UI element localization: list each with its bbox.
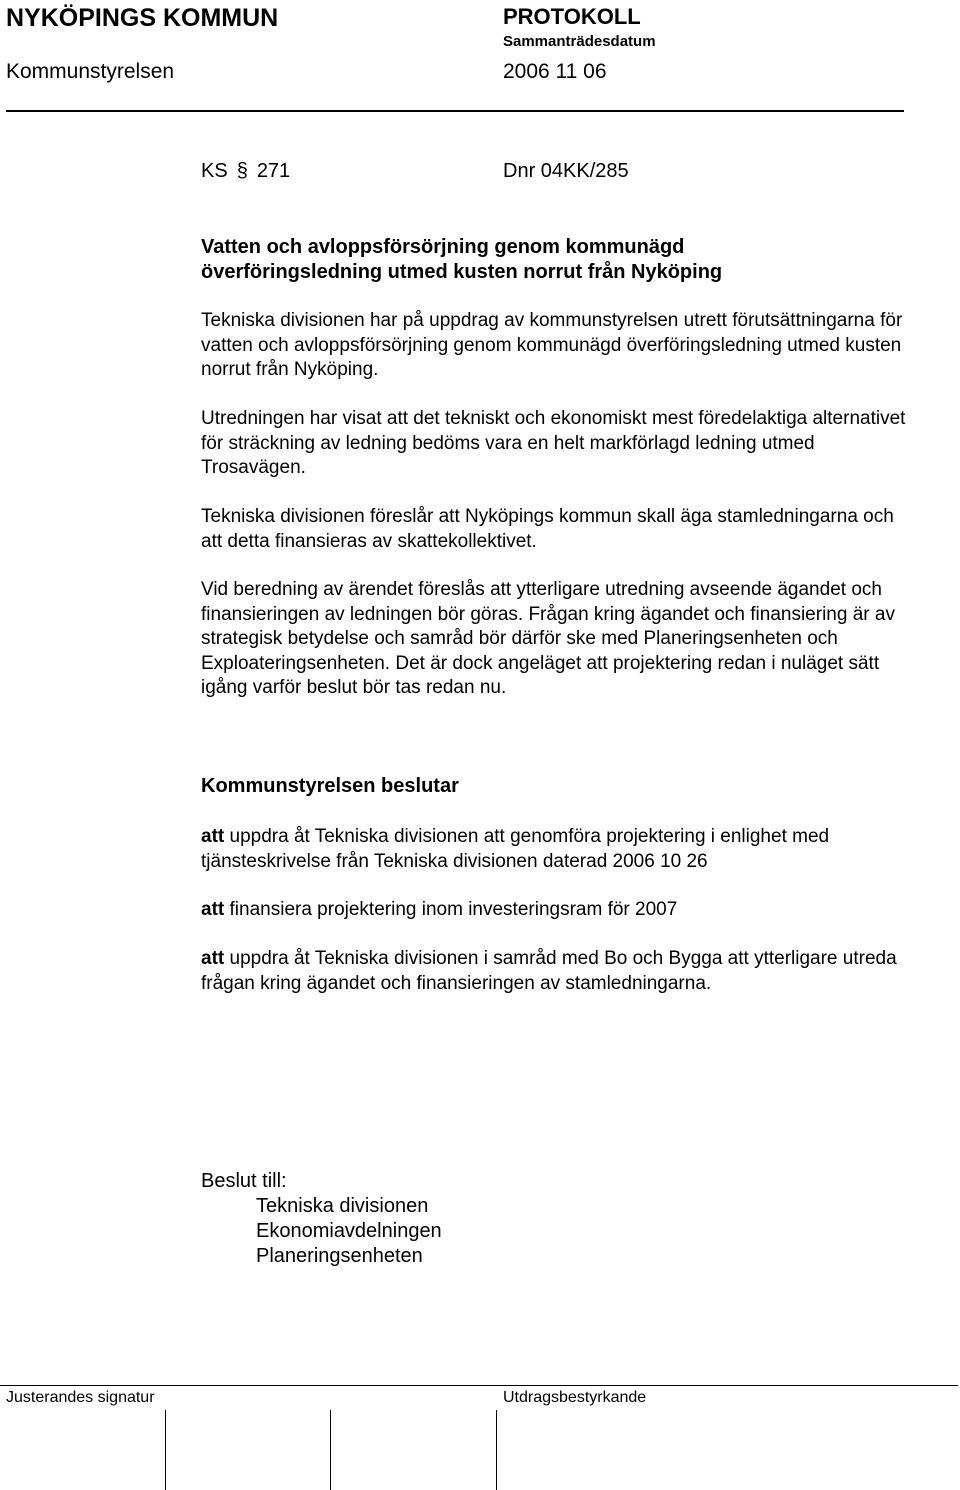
decision-item-text: uppdra åt Tekniska divisionen i samråd med Bo och Bygga att ytterligare utreda frågan kring ägandet och finansieringen av stamledningarna. [201, 948, 897, 994]
section-sign: § [236, 160, 248, 182]
matter-title-line-1: Vatten och avloppsförsörjning genom kommunägd [201, 236, 685, 258]
meeting-date: 2006 11 06 [503, 60, 607, 83]
signature-box-divider [165, 1410, 166, 1490]
paragraph-proposal: Tekniska divisionen föreslår att Nyköpings kommun skall äga stamledningarna och att detta finansieras av skattekollektivet. [201, 506, 894, 552]
paragraph-investigation: Utredningen har visat att det tekniskt och ekonomiskt mest föredelaktiga alternativet för sträckning av ledning bedöms vara en helt markförlagd ledning utmed Trosavägen. [201, 408, 906, 478]
extract-certification-label: Utdragsbestyrkande [503, 1389, 647, 1406]
decision-item [201, 947, 911, 996]
committee-name: Kommunstyrelsen [6, 60, 175, 83]
att-keyword: att [201, 948, 225, 969]
paragraph-preparation: Vid beredning av ärendet föreslås att ytterligare utredning avseende ägandet och finansieringen av ledningen bör göras. Frågan kring ägandet och finansiering är av strategisk betydelse och samråd bör därför ske med Planeringsenheten och Exploateringsenheten. Det är dock angeläget att projektering redan i nuläget sätt igång varför beslut bör tas redan nu. [201, 579, 895, 698]
decision-item [201, 825, 911, 874]
distribution-label: Beslut till: [201, 1170, 287, 1192]
decision-item [201, 898, 911, 923]
recipient: Ekonomiavdelningen [256, 1220, 442, 1242]
footer-divider [0, 1385, 958, 1386]
signature-box-divider [330, 1410, 331, 1490]
decision-item-text: finansiera projektering inom investeringsram för 2007 [229, 899, 678, 920]
organization-name: NYKÖPINGS KOMMUN [6, 4, 279, 32]
header-divider [6, 110, 904, 112]
meeting-date-label: Sammanträdesdatum [503, 33, 656, 50]
decision-item-text: uppdra åt Tekniska divisionen att genomföra projektering i enlighet med tjänsteskrivelse från Tekniska divisionen daterad 2006 10 26 [201, 826, 830, 872]
case-number [201, 160, 290, 183]
case-prefix: KS [201, 160, 228, 182]
signature-box-divider [496, 1410, 497, 1490]
att-keyword: att [201, 899, 225, 920]
decision-heading: Kommunstyrelsen beslutar [201, 775, 459, 797]
paragraph-background: Tekniska divisionen har på uppdrag av kommunstyrelsen utrett förutsättningarna för vatten och avloppsförsörjning genom kommunägd överföringsledning utmed kusten norrut från Nyköping. [201, 310, 903, 380]
case-number-value: 271 [256, 160, 291, 182]
att-keyword: att [201, 826, 225, 847]
document-type: PROTOKOLL [503, 4, 641, 29]
matter-title [201, 235, 722, 285]
signature-label: Justerandes signatur [6, 1389, 155, 1406]
matter-title-line-2: överföringsledning utmed kusten norrut från Nyköping [201, 261, 723, 283]
recipient: Planeringsenheten [256, 1245, 423, 1267]
diary-number: Dnr 04KK/285 [503, 160, 629, 182]
recipient: Tekniska divisionen [256, 1195, 429, 1217]
distribution-list [256, 1194, 442, 1269]
